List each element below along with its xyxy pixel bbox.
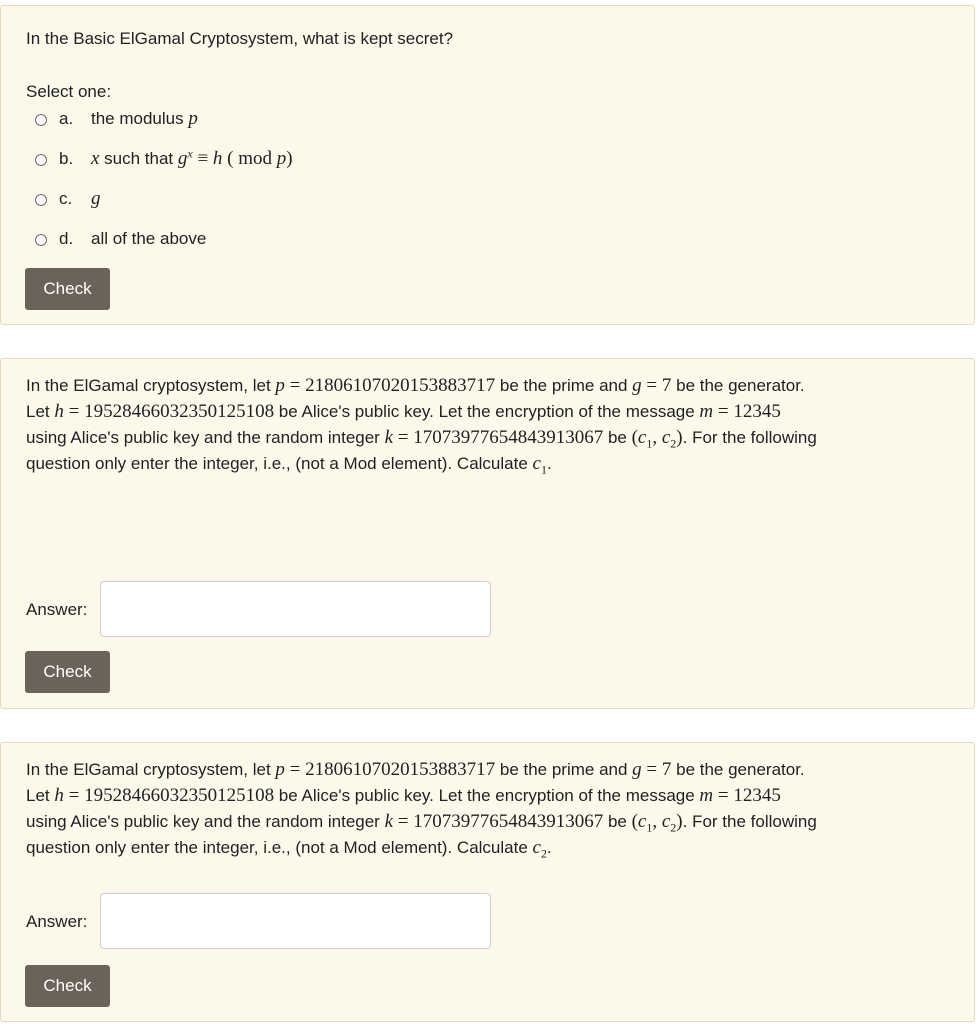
option-letter: c. bbox=[59, 189, 73, 208]
answer-label: Answer: bbox=[26, 912, 88, 931]
answer-input[interactable] bbox=[100, 581, 491, 637]
question-card-3 bbox=[0, 742, 975, 1022]
option-text: all of the above bbox=[91, 229, 207, 248]
answer-input[interactable] bbox=[100, 893, 491, 949]
select-one-label: Select one: bbox=[26, 82, 112, 101]
answer-label: Answer: bbox=[26, 600, 88, 619]
option-letter: b. bbox=[59, 149, 74, 168]
option-text: x such that $g^x \equiv h$ ( mod p) bbox=[91, 146, 293, 169]
question-card-2 bbox=[0, 358, 975, 709]
option-letter: a. bbox=[59, 109, 74, 128]
option-c[interactable] bbox=[35, 187, 101, 211]
option-letter: d. bbox=[59, 229, 74, 248]
option-b[interactable] bbox=[35, 147, 293, 171]
option-a[interactable] bbox=[35, 107, 198, 131]
radio-c[interactable] bbox=[35, 194, 47, 206]
question-text: In the ElGamal cryptosystem, let p = 21806107020153883717 be the prime and g = 7 be the generator. Let h = 19528466032350125108 be Alice's public key. Let the encryption of the message m = 12345 using Alice's public key and the random integer k = 17073977654843913067 be ($c_1$, $c_2$). For the following question only enter the integer, i.e., (not a Mod element). Calculate $c_1$. bbox=[26, 375, 817, 477]
question-text: In the ElGamal cryptosystem, let p = 21806107020153883717 be the prime and g = 7 be the generator. Let h = 19528466032350125108 be Alice's public key. Let the encryption of the message m = 12345 using Alice's public key and the random integer k = 17073977654843913067 be ($c_1$, $c_2$). For the following question only enter the integer, i.e., (not a Mod element). Calculate $c_2$. bbox=[26, 759, 817, 861]
check-button[interactable]: Check bbox=[25, 651, 110, 693]
question-text: In the Basic ElGamal Cryptosystem, what is kept secret? bbox=[26, 29, 454, 48]
radio-d[interactable] bbox=[35, 234, 47, 246]
radio-a[interactable] bbox=[35, 114, 47, 126]
option-text: g bbox=[91, 188, 101, 209]
check-button[interactable]: Check bbox=[25, 965, 110, 1007]
option-text: the modulus p bbox=[91, 108, 198, 129]
option-d[interactable] bbox=[35, 227, 206, 251]
check-button[interactable]: Check bbox=[25, 268, 110, 310]
question-card-1 bbox=[0, 5, 975, 325]
radio-b[interactable] bbox=[35, 154, 47, 166]
